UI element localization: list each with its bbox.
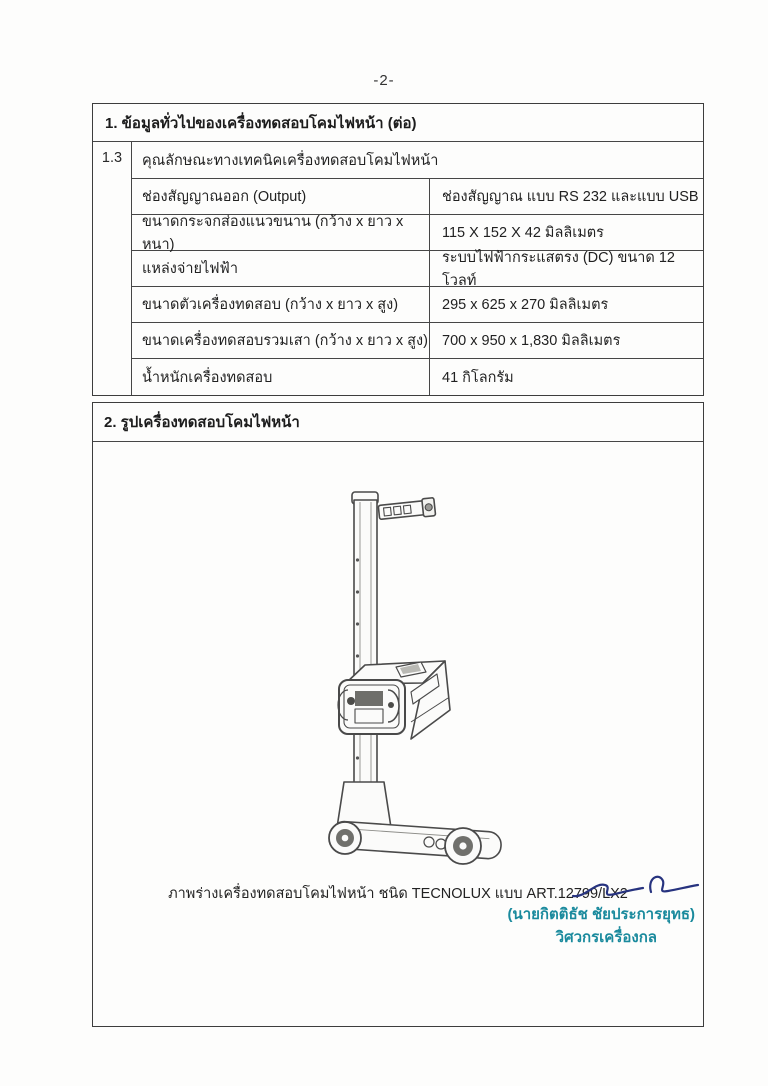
spec-label: น้ำหนักเครื่องทดสอบ: [132, 359, 430, 395]
spec-label: แหล่งจ่ายไฟฟ้า: [132, 251, 430, 286]
spec-value: 700 x 950 x 1,830 มิลลิเมตร: [442, 333, 621, 349]
spec-value: ช่องสัญญาณ แบบ RS 232 และแบบ USB: [442, 189, 699, 205]
section1-title: 1. ข้อมูลทั่วไปของเครื่องทดสอบโคมไฟหน้า (ต่อ): [93, 104, 703, 142]
item-title: คุณลักษณะทางเทคนิคเครื่องทดสอบโคมไฟหน้า: [132, 142, 703, 179]
signer-title: วิศวกรเครื่องกล: [555, 929, 657, 946]
table-row: [132, 287, 703, 323]
section2-box: [92, 402, 704, 1027]
table-row: [132, 359, 703, 395]
spec-value: 115 X 152 X 42 มิลลิเมตร: [442, 225, 604, 241]
section1-body: [93, 142, 703, 395]
wheeled-base: [329, 782, 502, 864]
section1-content: [132, 142, 703, 395]
page-number: -2-: [373, 72, 395, 89]
picture-cell: [93, 442, 703, 1026]
signer-block: [435, 904, 695, 950]
spec-label: ขนาดกระจกส่องแนวขนาน (กว้าง x ยาว x หนา): [132, 215, 430, 250]
spec-label: ขนาดเครื่องทดสอบรวมเสา (กว้าง x ยาว x สูง): [132, 323, 430, 358]
table-row: [132, 251, 703, 287]
section2-title: 2. รูปเครื่องทดสอบโคมไฟหน้า: [93, 403, 703, 442]
spec-value: 295 x 625 x 270 มิลลิเมตร: [442, 297, 609, 313]
sight-viewfinder-icon: [378, 498, 436, 522]
item-number-cell: 1.3: [93, 142, 132, 395]
figure-caption: ภาพร่างเครื่องทดสอบโคมไฟหน้า ชนิด TECNOLUX แบบ ART.12799/LX2: [168, 886, 628, 902]
section1-table: [92, 103, 704, 396]
signer-name: (นายกิตติธัช ชัยประการยุทธ): [507, 906, 695, 923]
spec-label: ช่องสัญญาณออก (Output): [132, 179, 430, 214]
spec-value: 41 กิโลกรัม: [442, 369, 514, 386]
table-row: [132, 323, 703, 359]
spec-value: ระบบไฟฟ้ากระแสตรง (DC) ขนาด 12 โวลท์: [442, 249, 675, 289]
spec-label: ขนาดตัวเครื่องทดสอบ (กว้าง x ยาว x สูง): [132, 287, 430, 322]
